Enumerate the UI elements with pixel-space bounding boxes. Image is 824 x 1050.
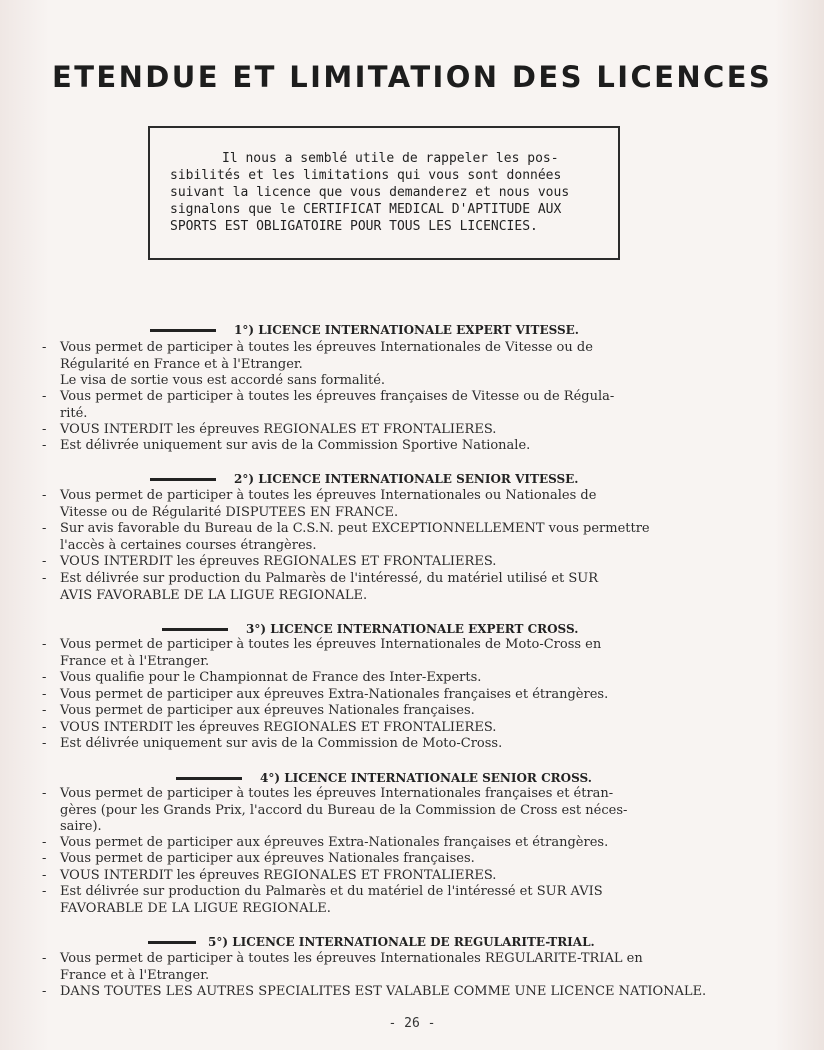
item-line: Vitesse ou de Régularité DISPUTEES EN FRANCE.	[60, 504, 399, 520]
item-line: l'accès à certaines courses étrangères.	[60, 537, 317, 553]
section-heading-3	[162, 622, 578, 636]
notice-line: SPORTS EST OBLIGATOIRE POUR TOUS LES LICENCIES.	[170, 219, 538, 234]
item-line: Est délivrée uniquement sur avis de la Commission Sportive Nationale.	[60, 438, 531, 453]
section-heading-text: 3°) LICENCE INTERNATIONALE EXPERT CROSS.	[246, 622, 579, 636]
item-line: Vous permet de participer à toutes les épreuves Internationales ou Nationales de	[60, 488, 597, 503]
item-line: VOUS INTERDIT les épreuves REGIONALES ET FRONTALIERES.	[60, 868, 497, 883]
item-line: rité.	[60, 405, 88, 421]
item-line: Est délivrée uniquement sur avis de la Commission de Moto-Cross.	[60, 736, 503, 751]
item-line: France et à l'Etranger.	[60, 967, 210, 983]
item-line: Vous permet de participer à toutes les épreuves Internationales françaises et étran-	[60, 786, 614, 801]
heading-rule	[176, 777, 242, 780]
item-line: Le visa de sortie vous est accordé sans formalité.	[60, 373, 386, 388]
item-line: Régularité en France et à l'Etranger.	[60, 356, 303, 372]
notice-text	[170, 150, 610, 235]
page-title: ETENDUE ET LIMITATION DES LICENCES	[52, 60, 773, 94]
document-page: ETENDUE ET LIMITATION DES LICENCES Il nous a semblé utile de rappeler les pos- sibilités et les limitations qui vous sont données suivant la licence que vous demanderez et nous vous signalons que le CERTIFICAT MEDICAL D'APTITUDE AUX SPORTS EST OBLIGATOIRE POUR TOUS LES LICENCIES. 1°) LICENCE INTERNATIONALE EXPERT VITESSE. - Vous permet de participer à toutes les épreuves Internationales de Vitesse ou de Régularité en France et à l'Etranger. Le visa de sortie vous est accordé sans formalité. - Vous permet de participer à toutes les épreuves françaises de Vitesse ou de Régula- rité. - VOUS INTERDIT les épreuves REGIONALES ET FRONTALIERES. - Est délivrée uniquement sur avis de la Commission Sportive Nationale. 2°) LICENCE INTERNATIONALE SENIOR VITESSE. - Vous permet de participer à toutes les épreuves Internationales ou Nationales de Vitesse ou de Régularité DISPUTEES EN FRANCE. - Sur avis favorable du Bureau de la C.S.N. peut EXCEPTIONNELLEMENT vous permettre l'accès à certaines courses étrangères. - VOUS INTERDIT les épreuves REGIONALES ET FRONTALIERES. - Est délivrée sur production du Palmarès de l'intéressé, du matériel utilisé et SUR AVIS FAVORABLE DE LA LIGUE REGIONALE. 3°) LICENCE INTERNATIONALE EXPERT CROSS. - Vous permet de participer à toutes les épreuves Internationales de Moto-Cross en France et à l'Etranger. - Vous qualifie pour le Championnat de France des Inter-Experts. - Vous permet de participer aux épreuves Extra-Nationales françaises et étrangères. - Vous permet de participer aux épreuves Nationales françaises. - VOUS INTERDIT les épreuves REGIONALES ET FRONTALIERES. - Est délivrée uniquement sur avis de la Commission de Moto-Cross. 4°) LICENCE INTERNATIONALE SENIOR CROSS. - Vous permet de participer à toutes les épreuves Internationales françaises et étran- gères (pour les Grands Prix, l'accord du Bureau de la Commission de Cross est néces- saire). - Vous permet de participer aux épreuves Extra-Nationales françaises et étrangères. - Vous permet de participer aux épreuves Nationales françaises. - VOUS INTERDIT les épreuves REGIONALES ET FRONTALIERES. - Est délivrée sur production du Palmarès et du matériel de l'intéressé et SUR AVIS FAVORABLE DE LA LIGUE REGIONALE. 5°) LICENCE INTERNATIONALE DE REGULARITE-TRIAL. - Vous permet de participer à toutes les épreuves Internationales REGULARITE-TRIAL en France et à l'Etranger. - DANS TOUTES LES AUTRES SPECIALITES EST VALABLE COMME UNE LICENCE NATIONALE. - 26 -	[0, 0, 824, 1050]
item-line: Vous qualifie pour le Championnat de France des Inter-Experts.	[60, 670, 482, 685]
item-line: Vous permet de participer aux épreuves Extra-Nationales françaises et étrangères.	[60, 687, 609, 702]
item-line: Vous permet de participer aux épreuves Extra-Nationales françaises et étrangères.	[60, 835, 609, 850]
item-line: FAVORABLE DE LA LIGUE REGIONALE.	[60, 900, 331, 916]
item-line: VOUS INTERDIT les épreuves REGIONALES ET FRONTALIERES.	[60, 554, 497, 569]
heading-rule	[150, 478, 216, 481]
item-line: Vous permet de participer à toutes les épreuves Internationales de Moto-Cross en	[60, 637, 602, 652]
item-line: VOUS INTERDIT les épreuves REGIONALES ET FRONTALIERES.	[60, 720, 497, 735]
item-line: DANS TOUTES LES AUTRES SPECIALITES EST VALABLE COMME UNE LICENCE NATIONALE.	[60, 984, 707, 999]
item-line: Est délivrée sur production du Palmarès de l'intéressé, du matériel utilisé et SUR	[60, 571, 599, 586]
item-line: Vous permet de participer à toutes les épreuves françaises de Vitesse ou de Régula-	[60, 389, 615, 404]
section-heading-4	[176, 771, 592, 785]
item-line: AVIS FAVORABLE DE LA LIGUE REGIONALE.	[60, 587, 368, 603]
section-heading-text: 4°) LICENCE INTERNATIONALE SENIOR CROSS.	[260, 771, 592, 785]
section-heading-1	[150, 323, 579, 337]
item-line: gères (pour les Grands Prix, l'accord du Bureau de la Commission de Cross est néces-	[60, 802, 628, 818]
item-line: Est délivrée sur production du Palmarès et du matériel de l'intéressé et SUR AVIS	[60, 884, 603, 899]
section-heading-text: 2°) LICENCE INTERNATIONALE SENIOR VITESSE.	[234, 472, 579, 486]
heading-rule	[150, 329, 216, 332]
heading-rule	[148, 941, 196, 944]
section-heading-2	[150, 472, 578, 486]
section-heading-text: 1°) LICENCE INTERNATIONALE EXPERT VITESSE.	[234, 323, 579, 337]
notice-box	[148, 126, 620, 260]
item-line: Sur avis favorable du Bureau de la C.S.N. peut EXCEPTIONNELLEMENT vous permettre	[60, 521, 650, 536]
notice-line: suivant la licence que vous demanderez et nous vous	[170, 185, 570, 200]
page-number: - 26 -	[388, 1016, 436, 1031]
notice-line: signalons que le CERTIFICAT MEDICAL D'APTITUDE AUX	[170, 202, 562, 217]
notice-line: Il nous a semblé utile de rappeler les pos-	[222, 151, 559, 166]
item-line: France et à l'Etranger.	[60, 653, 210, 669]
heading-rule	[162, 628, 228, 631]
item-line: Vous permet de participer aux épreuves Nationales françaises.	[60, 851, 475, 866]
item-line: Vous permet de participer à toutes les épreuves Internationales REGULARITE-TRIAL en	[60, 951, 643, 966]
item-line: Vous permet de participer à toutes les épreuves Internationales de Vitesse ou de	[60, 340, 593, 355]
item-line: saire).	[60, 819, 102, 834]
section-heading-5	[148, 935, 595, 949]
item-line: VOUS INTERDIT les épreuves REGIONALES ET FRONTALIERES.	[60, 422, 497, 437]
item-line: Vous permet de participer aux épreuves Nationales françaises.	[60, 703, 475, 718]
section-heading-text: 5°) LICENCE INTERNATIONALE DE REGULARITE-TRIAL.	[208, 935, 595, 949]
notice-line: sibilités et les limitations qui vous sont données	[170, 168, 562, 183]
